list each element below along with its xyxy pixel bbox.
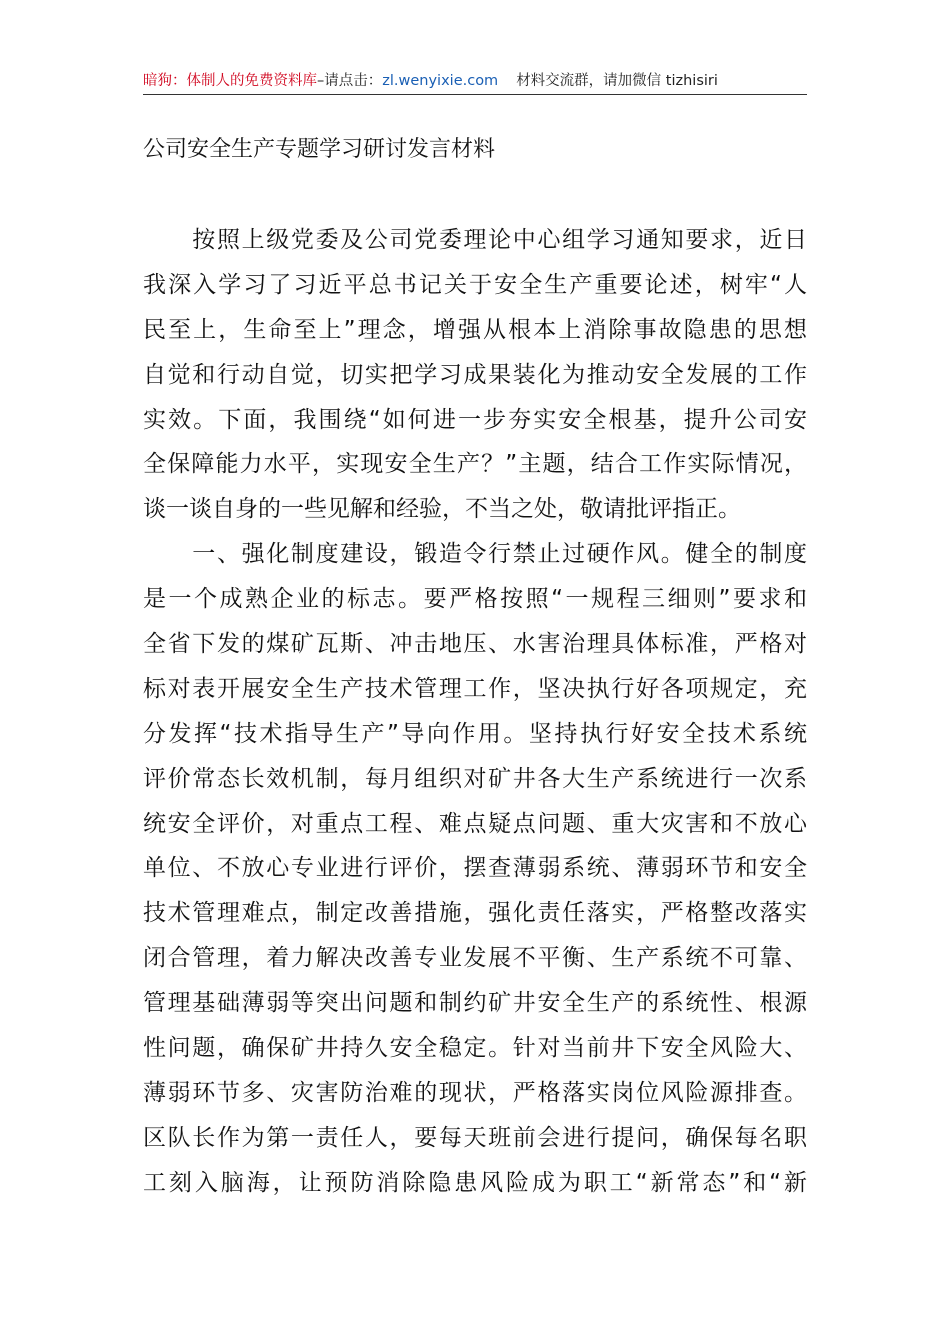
body-line: 标对表开展安全生产技术管理工作，坚决执行好各项规定，充 xyxy=(143,675,807,702)
body-line: 区队长作为第一责任人，要每天班前会进行提问，确保每名职 xyxy=(143,1124,807,1151)
body-line: 自觉和行动自觉，切实把学习成果装化为推动安全发展的工作 xyxy=(143,361,807,388)
header-site-name: 暗狗：体制人的免费资料库 xyxy=(143,73,317,89)
body-line: 分发挥“技术指导生产”导向作用。坚持执行好安全技术系统 xyxy=(143,720,807,747)
header-divider xyxy=(143,94,807,95)
body-line: 一、强化制度建设，锻造令行禁止过硬作风。健全的制度 xyxy=(143,541,807,568)
body-line: 薄弱环节多、灾害防治难的现状，严格落实岗位风险源排查。 xyxy=(143,1079,807,1106)
body-line: 我深入学习了习近平总书记关于安全生产重要论述，树牢“人 xyxy=(143,271,807,298)
page-header xyxy=(143,68,807,94)
body-line: 实效。下面，我围绕“如何进一步夯实安全根基，提升公司安 xyxy=(143,406,807,433)
body-line: 全省下发的煤矿瓦斯、冲击地压、水害治理具体标准，严格对 xyxy=(143,631,807,658)
body-line: 评价常态长效机制，每月组织对矿井各大生产系统进行一次系 xyxy=(143,765,807,792)
document-body xyxy=(143,218,807,1206)
body-line: 单位、不放心专业进行评价，摆查薄弱系统、薄弱环节和安全 xyxy=(143,855,807,882)
body-line: 按照上级党委及公司党委理论中心组学习通知要求，近日 xyxy=(143,227,807,253)
body-line: 民至上，生命至上”理念，增强从根本上消除事故隐患的思想 xyxy=(143,316,807,343)
header-click-prompt: –请点击： xyxy=(317,73,383,89)
header-wechat-note: 材料交流群，请加微信 tizhisiri xyxy=(516,73,718,89)
header-link[interactable]: zl.wenyixie.com xyxy=(382,73,499,89)
body-line: 谈一谈自身的一些见解和经验，不当之处，敬请批评指正。 xyxy=(143,496,741,523)
body-line: 工刻入脑海，让预防消除隐患风险成为职工“新常态”和“新 xyxy=(143,1169,807,1196)
body-line: 技术管理难点，制定改善措施，强化责任落实，严格整改落实 xyxy=(143,900,807,927)
body-line: 是一个成熟企业的标志。要严格按照“一规程三细则”要求和 xyxy=(143,586,807,613)
body-line: 全保障能力水平，实现安全生产？”主题，结合工作实际情况， xyxy=(143,451,807,478)
body-line: 统安全评价，对重点工程、难点疑点问题、重大灾害和不放心 xyxy=(143,810,807,837)
body-line: 性问题，确保矿井持久安全稳定。针对当前井下安全风险大、 xyxy=(143,1035,807,1062)
document-title: 公司安全生产专题学习研讨发言材料 xyxy=(143,137,496,162)
body-line: 闭合管理，着力解决改善专业发展不平衡、生产系统不可靠、 xyxy=(143,945,807,972)
body-line: 管理基础薄弱等突出问题和制约矿井安全生产的系统性、根源 xyxy=(143,990,807,1017)
